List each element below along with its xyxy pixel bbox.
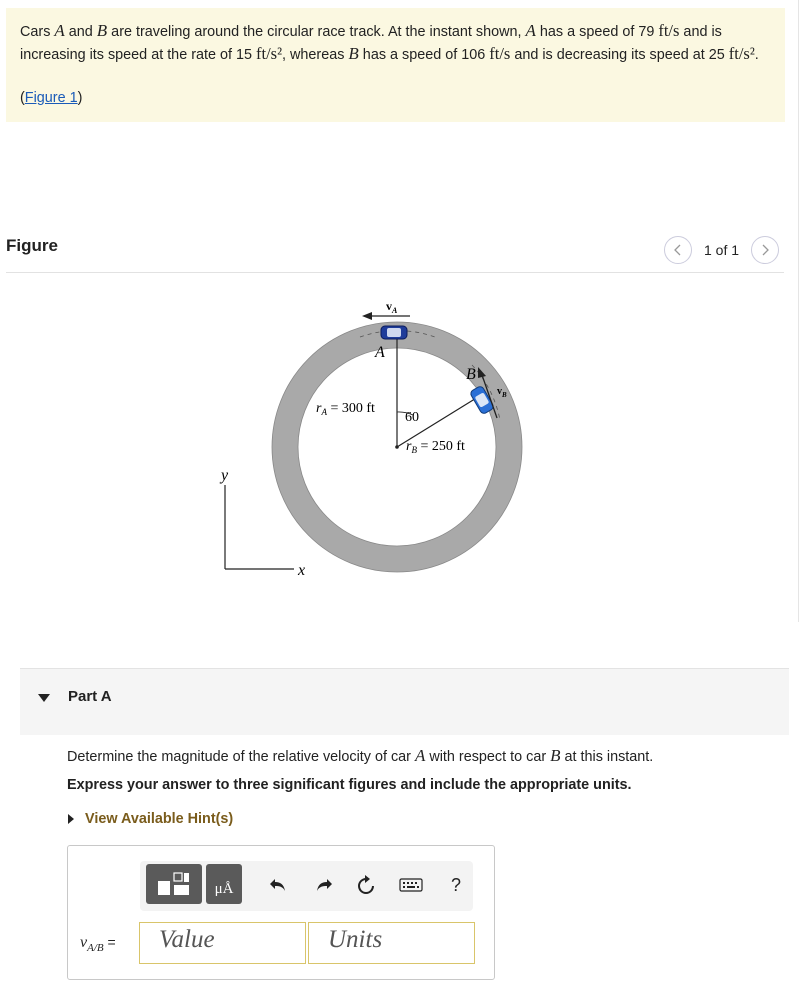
car-a-symbol: A: [54, 21, 65, 40]
problem-statement: [6, 8, 785, 122]
redo-button[interactable]: [312, 873, 336, 897]
figure-title: Figure: [6, 236, 58, 255]
problem-text: [20, 20, 770, 66]
templates-icon: [154, 869, 194, 899]
unit-speed: ft/s: [658, 21, 680, 40]
velocity-a-arrowhead: [362, 312, 372, 320]
problem-text-part: , whereas: [282, 47, 349, 63]
label-equals: =: [103, 934, 116, 950]
car-b-symbol: B: [550, 746, 561, 765]
problem-text-part: .: [754, 47, 759, 63]
answer-variable-label: [80, 934, 116, 954]
car-b-symbol: B: [96, 21, 108, 40]
problem-text-part: and is decreasing its speed at 25: [510, 47, 729, 63]
label-a: A: [375, 344, 385, 361]
reset-icon: [356, 875, 376, 895]
label-angle: 60: [405, 410, 419, 425]
problem-text-part: and is increasing its speed at the rate of 15: [20, 24, 722, 63]
label-va: $v_A$: [386, 299, 398, 315]
units-icon: μÅ: [214, 880, 234, 897]
problem-text-part: has a speed of 106: [358, 47, 490, 63]
math-toolbar: [140, 861, 473, 911]
problem-text-part: has a speed of 79: [535, 24, 659, 40]
problem-text-part: Cars: [20, 24, 55, 40]
divider: [6, 272, 784, 273]
reset-button[interactable]: [354, 873, 378, 897]
value-input[interactable]: Value: [139, 922, 306, 964]
label-b: B: [466, 366, 476, 383]
paren: ): [77, 90, 83, 106]
templates-button[interactable]: [146, 864, 202, 904]
car-a: [381, 326, 407, 339]
units-input[interactable]: Units: [308, 922, 475, 964]
car-b-symbol: B: [348, 44, 359, 63]
label-ra: $r_A = 300$ ft: [316, 401, 375, 417]
paren: (: [20, 90, 25, 106]
keyboard-button[interactable]: [398, 873, 424, 897]
axis-x-label: x: [298, 562, 306, 579]
help-button[interactable]: [444, 873, 468, 897]
question-part: at this instant.: [560, 749, 654, 765]
next-figure-button[interactable]: [751, 236, 779, 264]
chevron-left-icon: [673, 244, 683, 256]
redo-icon: [315, 877, 333, 893]
figure-link-line: [20, 90, 82, 106]
car-a-symbol: A: [525, 21, 536, 40]
problem-text-part: are traveling around the circular race track. At the instant shown,: [107, 24, 526, 40]
label-rb: $r_B = 250$ ft: [406, 439, 465, 455]
label-vb: $v_B$: [497, 386, 507, 399]
undo-icon: [269, 877, 287, 893]
answer-box: [67, 845, 495, 980]
panel-divider: [798, 0, 799, 622]
unit-speed: ft/s: [489, 44, 511, 63]
label-symbol: v: [80, 934, 88, 951]
part-a-header[interactable]: [20, 668, 789, 735]
car-a-symbol: A: [414, 746, 426, 765]
question-text: [67, 746, 653, 766]
view-hints-link[interactable]: [67, 811, 233, 827]
unit-acceleration: ft/s²: [256, 44, 283, 63]
figure-pager: [664, 236, 779, 264]
axis-y-label: y: [221, 467, 229, 484]
hint-label: View Available Hint(s): [85, 811, 234, 827]
keyboard-icon: [399, 877, 423, 893]
question-part: Determine the magnitude of the relative velocity of car: [67, 749, 415, 765]
units-button[interactable]: [206, 864, 242, 904]
caret-right-icon: [67, 813, 75, 825]
unit-acceleration: ft/s²: [728, 44, 755, 63]
prev-figure-button[interactable]: [664, 236, 692, 264]
part-a-title: Part A: [68, 688, 112, 705]
track-center: [395, 445, 399, 449]
answer-instruction: Express your answer to three significant figures and include the appropriate units.: [67, 777, 632, 793]
label-subscript: A/B: [87, 941, 104, 954]
figure-link[interactable]: Figure 1: [24, 90, 78, 106]
pager-text: 1 of 1: [704, 242, 740, 258]
undo-button[interactable]: [266, 873, 290, 897]
race-track-diagram: [210, 290, 540, 590]
help-icon: ?: [450, 874, 461, 895]
caret-down-icon[interactable]: [37, 693, 51, 703]
problem-text-part: and: [64, 24, 97, 40]
question-part: with respect to car: [425, 749, 551, 765]
chevron-right-icon: [760, 244, 770, 256]
